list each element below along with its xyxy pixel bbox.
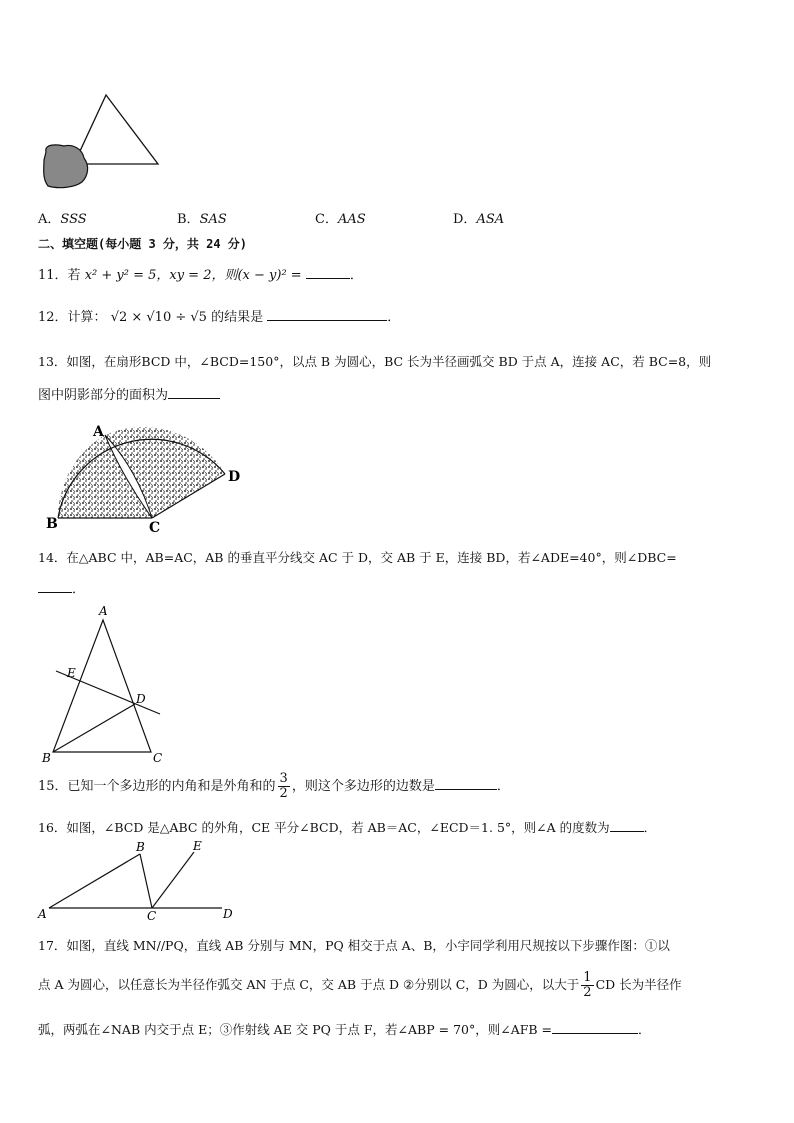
question-15: 15．已知一个多边形的内角和是外角和的 $\frac{3}{2}$ ，则这个多边形的边数是 ． <box>38 771 510 801</box>
question-17-line-2: 点 A 为圆心，以任意长为半径作弧交 AN 于点 C，交 AB 于点 D ②分别以 C，D 为圆心，以大于 $\frac{1}{2}$ CD 长为半径作 <box>38 970 682 1000</box>
q10-ink-blot <box>44 145 88 188</box>
q10-option-b: B．SAS <box>177 212 227 227</box>
q10-option-c: C．AAS <box>315 212 366 227</box>
q15-fraction: $\frac{3}{2}$ <box>279 771 288 801</box>
q13-label-c: C <box>149 520 161 533</box>
q14-triangle <box>53 620 151 752</box>
q10-figure <box>38 88 168 193</box>
q14-label-d: D <box>136 692 146 706</box>
q14-figure <box>38 602 178 767</box>
q14-label-b: B <box>42 751 51 765</box>
q17-fraction: $\frac{1}{2}$ <box>583 970 592 1000</box>
q16-figure <box>34 836 244 924</box>
answer-blank-16[interactable] <box>610 819 644 832</box>
section-2-title: 二、填空题(每小题 3 分，共 24 分) <box>38 237 248 251</box>
q13-label-b: B <box>46 516 58 532</box>
q11-expression: x² + y² = 5，xy = 2，则(x − y)² = <box>84 268 302 283</box>
question-13-line-2: 图中阴影部分的面积为 <box>38 384 220 403</box>
q13-label-a: A <box>93 424 104 440</box>
question-17-line-3: 弧，两弧在∠NAB 内交于点 E；③作射线 AE 交 PQ 于点 F，若∠ABP = 70°，则∠AFB = ． <box>38 1022 651 1037</box>
q12-expression: √2 × √10 ÷ √5 <box>110 310 207 325</box>
q14-label-a: A <box>99 604 108 618</box>
question-17-line-1: 17．如图，直线 MN//PQ，直线 AB 分别与 MN，PQ 相交于点 A、B，小宇同学利用尺规按以下步骤作图：①以 <box>38 938 670 953</box>
q16-segment-bc <box>140 854 152 908</box>
q13-figure <box>40 418 250 533</box>
answer-blank-11[interactable] <box>306 266 350 279</box>
q14-label-e: E <box>67 666 76 680</box>
answer-blank-15[interactable] <box>435 777 497 790</box>
q16-label-c: C <box>147 909 157 923</box>
answer-blank-14[interactable] <box>38 580 72 593</box>
question-14-answer: ． <box>38 578 85 597</box>
q16-label-e: E <box>193 839 202 853</box>
answer-blank-12[interactable] <box>267 308 387 321</box>
q14-label-c: C <box>153 751 163 765</box>
answer-blank-17[interactable] <box>552 1021 638 1034</box>
question-11: 11．若 x² + y² = 5，xy = 2，则(x − y)² = ． <box>38 268 363 283</box>
q16-segment-ab <box>49 854 140 908</box>
q16-label-b: B <box>136 840 145 854</box>
q16-ray-ce <box>152 852 194 908</box>
question-14: 14．在△ABC 中，AB=AC，AB 的垂直平分线交 AC 于 D，交 AB 于 E，连接 BD，若∠ADE=40°，则∠DBC= <box>38 550 677 565</box>
q13-label-d: D <box>228 469 241 485</box>
q16-label-a: A <box>38 907 47 921</box>
q10-option-d: D．ASA <box>453 212 505 227</box>
q10-option-a: A．SSS <box>38 212 87 227</box>
question-13-line-1: 13．如图，在扇形BCD 中，∠BCD=150°，以点 B 为圆心，BC 长为半径画弧交 BD 于点 A，连接 AC，若 BC=8，则 <box>38 354 712 369</box>
answer-blank-13[interactable] <box>168 386 220 399</box>
q16-label-d: D <box>223 907 233 921</box>
q14-segment-bd <box>53 704 135 752</box>
question-12: 12．计算： √2 × √10 ÷ √5 的结果是 ． <box>38 310 401 325</box>
q10-triangle <box>74 95 158 164</box>
question-16: 16．如图，∠BCD 是△ABC 的外角，CE 平分∠BCD，若 AB＝AC，∠ECD＝1. 5°，则∠A 的度数为 ． <box>38 820 657 835</box>
